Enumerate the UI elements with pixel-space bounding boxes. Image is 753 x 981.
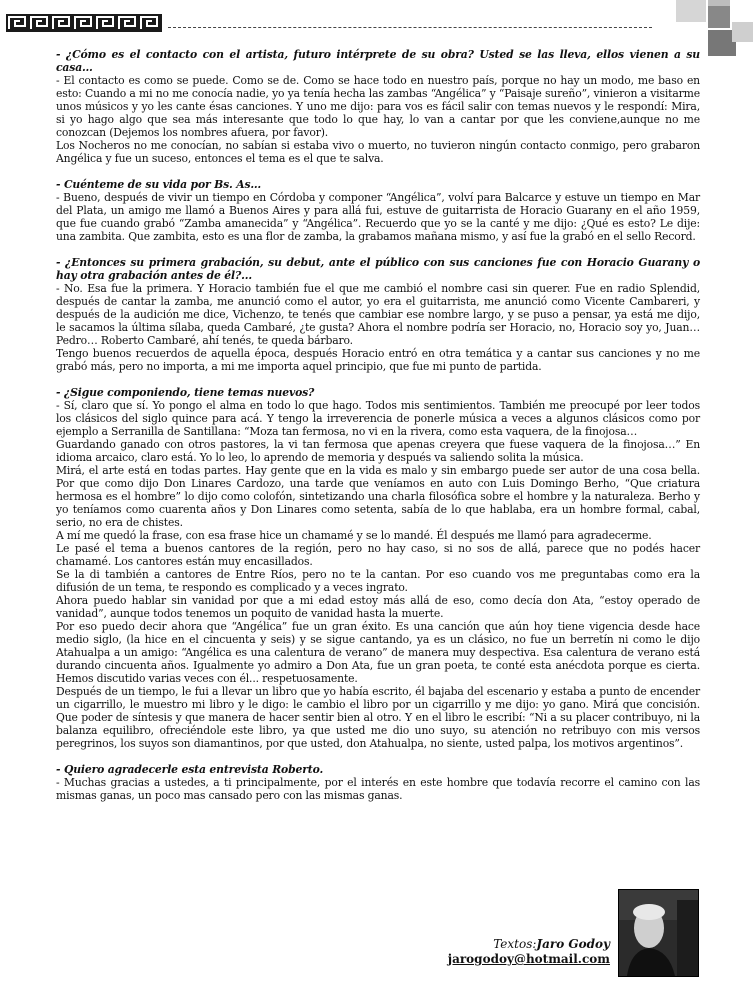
author-credit	[448, 937, 610, 967]
paragraph-gap	[56, 243, 700, 256]
interview-question: - ¿Entonces su primera grabación, su debut, ante el público con sus canciones fue con Horacio Guarany o hay otra grabación antes de él?...	[56, 256, 700, 282]
paragraph-gap	[56, 750, 700, 763]
interview-question: - ¿Cómo es el contacto con el artista, futuro intérprete de su obra? Usted se las lleva, ellos vienen a su casa…	[56, 48, 700, 74]
interview-answer: Le pasé el tema a buenos cantores de la región, pero no hay caso, si no sos de allá, parece que no podés hacer chamamé. Los cantores están muy encasillados.	[56, 542, 700, 568]
interview-answer: - Muchas gracias a ustedes, a ti principalmente, por el interés en este hombre que todavía recorre el camino con las mismas ganas, un poco mas cansado pero con las mismas ganas.	[56, 776, 700, 802]
interview-answer: Ahora puedo hablar sin vanidad por que a mi edad estoy más allá de eso, como decía don Ata, “estoy operado de vanidad”, aunque todos tenemos un poquito de vanidad hasta la muerte.	[56, 594, 700, 620]
interview-answer: - No. Esa fue la primera. Y Horacio también fue el que me cambió el nombre casi sin querer. Fue en radio Splendid, después de cantar la zamba, me anunció como el autor, yo era el guitarrista, me anunció como Vicente Cambareri, y después de la audición me dice, Vichenzo, te tenés que cambiar ese nombre largo, y se puso a pensar, ya está me dijo, le sacamos la última sílaba, queda Cambaré, ¿te gusta? Ahora el nombre podría ser Horacio, no, Horacio soy yo, Juan… Pedro… Roberto Cambaré, ahí tenés, te queda bárbaro.	[56, 282, 700, 347]
interview-answer: Se la di también a cantores de Entre Ríos, pero no te la cantan. Por eso cuando vos me preguntabas como era la difusión de un tema, te respondo es complicado y a veces ingrato.	[56, 568, 700, 594]
interview-answer: Mirá, el arte está en todas partes. Hay gente que en la vida es malo y sin embargo puede ser autor de una cosa bella. Por que como dijo Don Linares Cardozo, una tarde que veníamos en auto con Luis Domingo Berho, “Que criatura hermosa es el hombre” lo dijo como colofón, sintetizando una charla filosófica sobre el hombre y la naturaleza. Berho y yo teníamos como cuarenta años y Don Linares como setenta, sabía de lo que hablaba, era un hombre formal, cabal, serio, no era de chistes.	[56, 464, 700, 529]
interview-answer: Los Nocheros no me conocían, no sabían si estaba vivo o muerto, no tuvieron ningún contacto conmigo, pero grabaron Angélica y fue un suceso, entonces el tema es el que te salva.	[56, 139, 700, 165]
interview-answer: - El contacto es como se puede. Como se de. Como se hace todo en nuestro país, porque no hay un modo, me baso en esto: Cuando a mi no me conocía nadie, yo ya tenía hecha las zambas “Angélica” y “Paisaje sureño”, vinieron a visitarme unos músicos y yo les cante ésas canciones. Y uno me dijo: para vos es fácil salir con temas nuevos y le respondí: Mira, si yo hago algo que sea más interesante que todo lo que hay, lo van a cantar por que les conviene,aunque no me conozcan (Dejemos los nombres afuera, por favor).	[56, 74, 700, 139]
interview-question: - ¿Sigue componiendo, tiene temas nuevos?	[56, 386, 315, 399]
interview-answer: Después de un tiempo, le fui a llevar un libro que yo había escrito, él bajaba del escenario y estaba a punto de encender un cigarrillo, le muestro mi libro y le digo: le cambio el libro por un cigarrillo y me dijo: yo gano. Mirá que concisión. Que poder de síntesis y que manera de hacer sentir bien al otro. Y en el libro le escribí: “Ni a su placer contribuyo, ni la balanza equilibro, ofreciéndole este libro, ya que usted me dio uno suyo, su atención no retribuyo con mis versos peregrinos, los suyos son diamantinos, por que usted, don Atahualpa, no siente, usted palpa, los motivos argentinos”.	[56, 685, 700, 750]
interview-answer: Por eso puedo decir ahora que “Angélica” fue un gran éxito. Es una canción que aún hoy tiene vigencia desde hace medio siglo, (la hice en el cincuenta y seis) y se sigue cantando, ya es un clásico, no fue un berretín ni como le dijo Atahualpa a un amigo: “Angélica es una calentura de verano” de manera muy despectiva. Esa calentura de verano está durando cincuenta años. Igualmente yo admiro a Don Ata, fue un gran poeta, te conté esta anécdota porque es cierta. Hemos discutido varias veces con él... respetuosamente.	[56, 620, 700, 685]
interview-answer: Tengo buenos recuerdos de aquella época, después Horacio entró en otra temática y a cantar sus canciones y no me grabó más, pero no importa, a mi me importa aquel principio, que fue mi punto de partida.	[56, 347, 700, 373]
credit-author: Jaro Godoy	[536, 937, 610, 951]
author-portrait-photo	[618, 889, 699, 977]
credit-email-link[interactable]: jarogodoy@hotmail.com	[447, 952, 610, 966]
interview-question: - Cuénteme de su vida por Bs. As…	[56, 178, 262, 191]
interview-answer: - Sí, claro que sí. Yo pongo el alma en todo lo que hago. Todos mis sentimientos. También me preocupé por leer todos los clásicos del siglo quince para acá. Y tengo la irreverencia de ponerle música a veces a algunos clásicos como por ejemplo a Serranilla de Santillana: “Moza tan fermosa, no vi en la rivera, como esta vaquera, de la finojosa…	[56, 399, 700, 438]
paragraph-gap	[56, 373, 700, 386]
interview-article	[56, 48, 700, 802]
credit-label: Textos:	[493, 937, 537, 951]
interview-answer: - Bueno, después de vivir un tiempo en Córdoba y componer “Angélica”, volví para Balcarce y estuve un tiempo en Mar del Plata, un amigo me llamó a Buenos Aires y para allá fui, estuve de guitarrista de Horacio Guarany en el año 1959, que fue cuando grabó “Zamba amanecida” y “Angélica”. Recuerdo que yo se la canté y me dijo: ¿Qué es esto? Le dije: una zambita. Que zambita, esto es una flor de zamba, la grabamos mañana mismo, y así fue la grabó en el sello Record.	[56, 191, 700, 243]
interview-answer: A mí me quedó la frase, con esa frase hice un chamamé y se lo mandé. Él después me llamó para agradecerme.	[56, 529, 652, 542]
interview-question: - Quiero agradecerle esta entrevista Roberto.	[56, 763, 324, 776]
greek-key-border-icon	[6, 14, 162, 32]
paragraph-gap	[56, 165, 700, 178]
interview-answer: Guardando ganado con otros pastores, la vi tan fermosa que apenas creyera que fuese vaquera de la finojosa…” En idioma arcaico, claro está. Yo lo leo, lo aprendo de memoria y después va saliendo solita la música.	[56, 438, 700, 464]
header-divider	[168, 27, 652, 28]
